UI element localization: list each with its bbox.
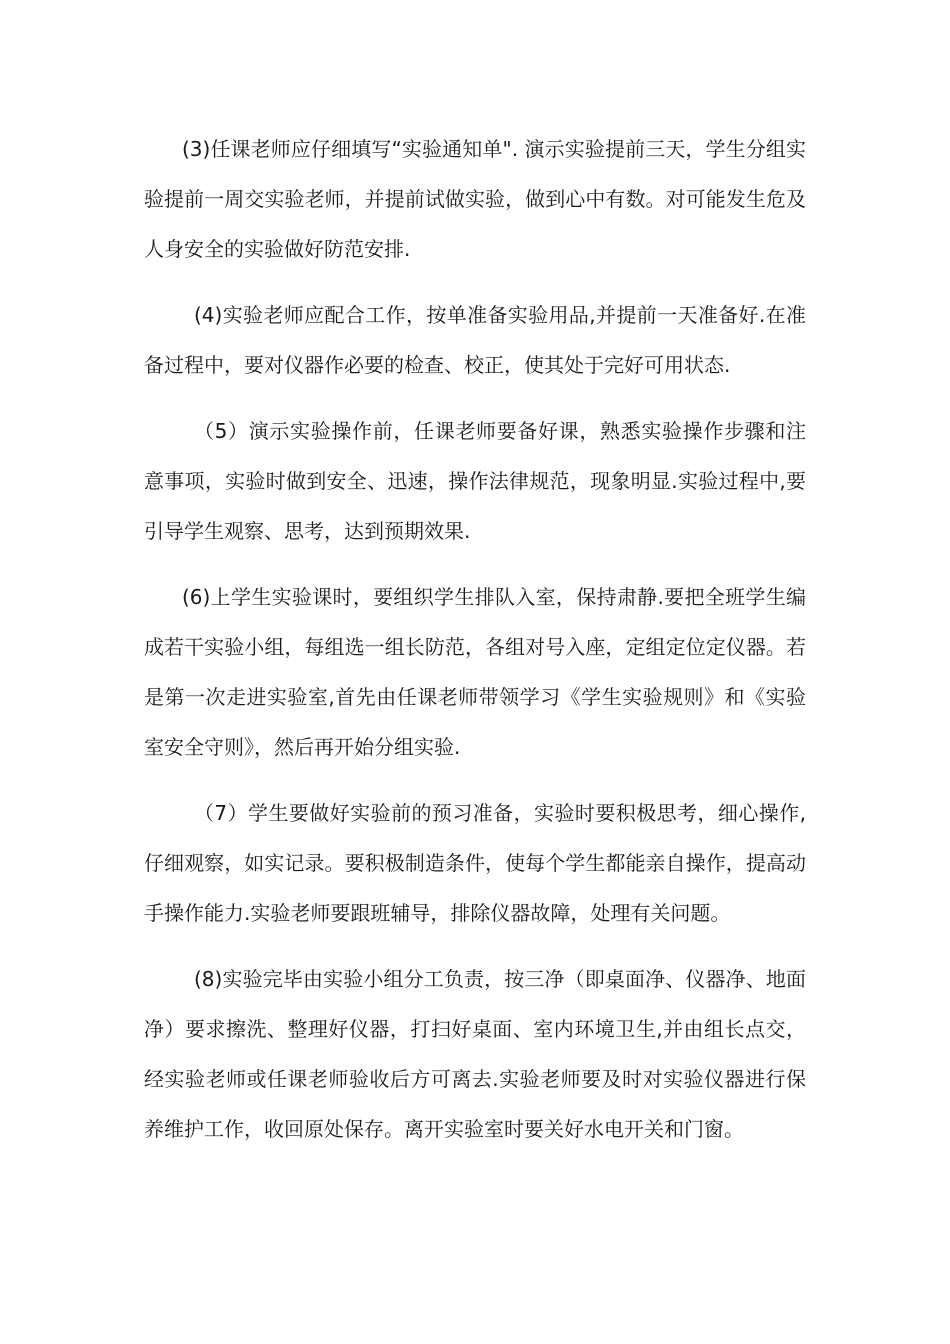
paragraph-4: (4)实验老师应配合工作，按单准备实验用品,并提前一天准备好.在准备过程中，要对仪器作必要的检查、校正，使其处于完好可用状态.	[144, 303, 806, 377]
paragraph-5: （5）演示实验操作前，任课老师要备好课，熟悉实验操作步骤和注意事项，实验时做到安全、迅速，操作法律规范，现象明显.实验过程中,要引导学生观察、思考，达到预期效果.	[144, 419, 806, 543]
paragraph-6: (6)上学生实验课时，要组织学生排队入室，保持肃静.要把全班学生编成若干实验小组，每组选一组长防范，各组对号入座，定组定位定仪器。若是第一次走进实验室,首先由任课老师带领学习《学生实验规则》和《实验室安全守则》，然后再开始分组实验.	[144, 585, 806, 759]
paragraph-3: (3)任课老师应仔细填写“实验通知单". 演示实验提前三天，学生分组实验提前一周交实验老师，并提前试做实验，做到心中有数。对可能发生危及人身安全的实验做好防范安排.	[144, 137, 806, 261]
paragraph-7: （7）学生要做好实验前的预习准备，实验时要积极思考，细心操作,仔细观察，如实记录。要积极制造条件，使每个学生都能亲自操作，提高动手操作能力.实验老师要跟班辅导，排除仪器故障，处理有关问题。	[144, 801, 806, 925]
paragraph-8: (8)实验完毕由实验小组分工负责，按三净（即桌面净、仪器净、地面净）要求擦洗、整理好仪器，打扫好桌面、室内环境卫生,并由组长点交，经实验老师或任课老师验收后方可离去.实验老师要及时对实验仪器进行保养维护工作，收回原处保存。离开实验室时要关好水电开关和门窗。	[144, 967, 806, 1141]
document-body	[144, 124, 806, 1170]
